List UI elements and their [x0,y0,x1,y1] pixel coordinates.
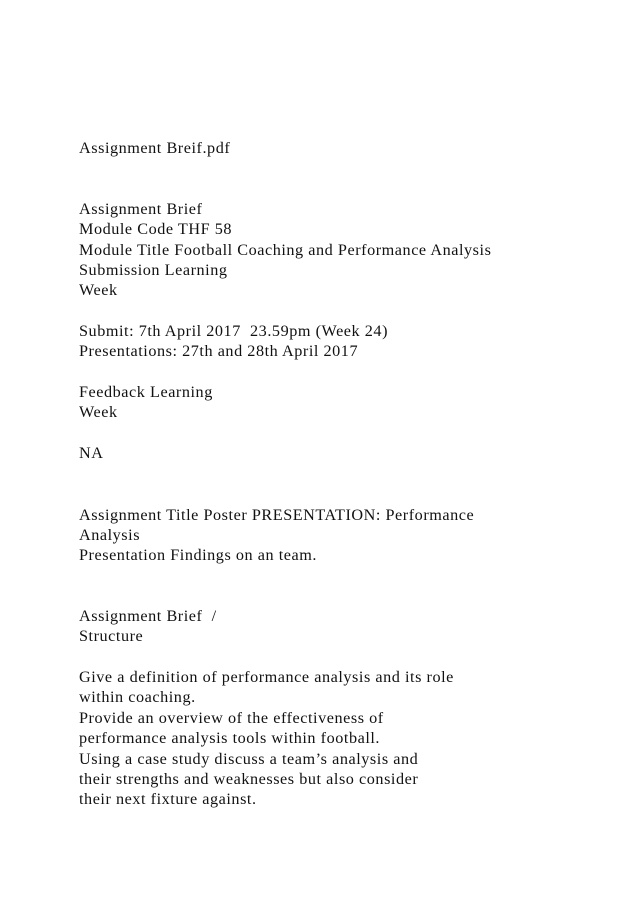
assignment-title-line-3: Presentation Findings on an team. [79,546,318,564]
feedback-value: NA [79,444,104,462]
submit-date: Submit: 7th April 2017 23.59pm (Week 24) [79,322,389,340]
structure-line: Using a case study discuss a team’s analysis and [79,750,419,768]
structure-heading-line-1: Assignment Brief / [79,607,217,625]
assignment-title-line-1: Assignment Title Poster PRESENTATION: Performance [79,506,475,524]
structure-line: within coaching. [79,688,196,706]
feedback-label: Feedback Learning [79,383,213,401]
structure-line: Give a definition of performance analysis and its role [79,668,454,686]
structure-heading-line-2: Structure [79,627,144,645]
structure-line: their strengths and weaknesses but also consider [79,770,419,788]
submission-label: Submission Learning [79,261,228,279]
module-title: Module Title Football Coaching and Performance Analysis [79,241,492,259]
submission-week: Week [79,281,118,299]
structure-line: Provide an overview of the effectiveness of [79,709,384,727]
assignment-title-line-2: Analysis [79,526,141,544]
structure-line: performance analysis tools within football. [79,729,381,747]
presentation-dates: Presentations: 27th and 28th April 2017 [79,342,359,360]
module-code: Module Code THF 58 [79,220,233,238]
document-filename: Assignment Breif.pdf [79,139,231,157]
feedback-week: Week [79,403,118,421]
brief-heading: Assignment Brief [79,200,203,218]
structure-line: their next fixture against. [79,790,257,808]
